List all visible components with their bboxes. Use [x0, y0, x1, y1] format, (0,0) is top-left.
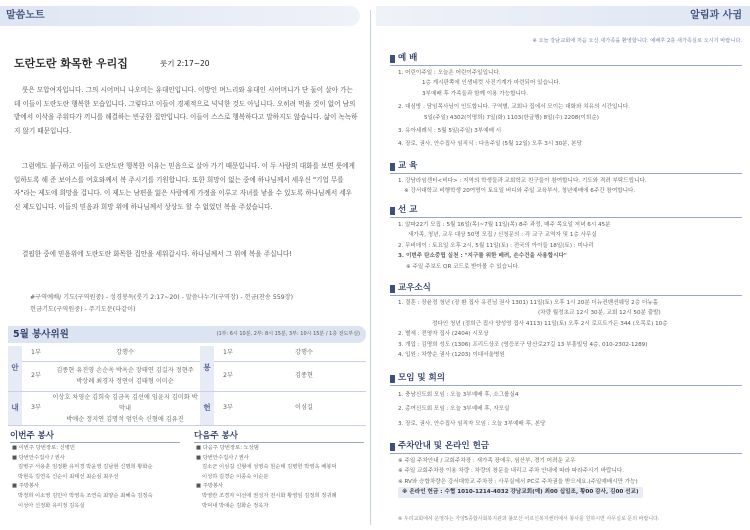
- list-item: 4. 입원 : 차향순 권사 (1203) 이대서울병원: [398, 352, 505, 359]
- duty-part: 2부: [22, 361, 50, 391]
- list-item: ■ 다음주 당번장로: 노상범: [196, 445, 260, 451]
- duty-part: 1부: [214, 346, 242, 361]
- heading-marker-icon: [390, 207, 395, 215]
- list-item: 5일(주일) 4302(이명희) 7일(화) 1103(한금행) 8일(수) 2208(이희순): [424, 114, 599, 121]
- parking-title: 주차안내 및 온라인 헌금: [398, 441, 489, 451]
- duty-col-header: 강행수: [50, 346, 200, 361]
- duty-part: 1부: [22, 346, 50, 361]
- column-divider: [370, 10, 371, 525]
- parking-list: [398, 456, 738, 498]
- footer-note: ※ 우리교회에서 운영하는 가양5종합사회복지관과 불모산 어르신복지센터에서 봉사를 원하시면 사무실로 문의 바랍니다.: [398, 516, 660, 522]
- worship-title: 예 배: [398, 53, 418, 63]
- meetings-heading: [390, 372, 742, 386]
- list-item: ※ 주일 주차안내 / 교회주차장 : 새가족 장애우, 임산부, 경기 어려운 교우: [398, 458, 576, 464]
- list-item: 2. 무비데이 : 토요일 오후 2시, 5월 11일(토) : 전국의 아이들 18일(토) : 미나리: [398, 242, 594, 249]
- list-item: 3. 장로, 권사, 안수집사 임직자 모임 : 오늘 3부예배 후, 본당: [398, 420, 546, 427]
- welcome-note: ※ 오늘 강남교회에 처음 오신 새가족을 환영합니다. 예배후 2층 새가족실로 오시기 바랍니다.: [532, 38, 742, 44]
- list-item: 김병구 서용훈 임정환 유미경 박윤영 김남현 신명희 황화순: [18, 464, 153, 471]
- education-list: [398, 176, 738, 197]
- duty-names: [50, 391, 200, 425]
- list-item: 3. 개업 : 김명희 성도 (1306) 프리드상조 (영등포구 당산로27길 13 부흥빌딩 4층, 010-2302-1289): [398, 341, 648, 348]
- list-item: 박덕내 박애순 김화순 정옥자: [202, 502, 269, 509]
- mission-list: [398, 220, 738, 272]
- list-item: 정다인 청년 (정희근 집사 양성영 집사 4113) 11일(토) 오후 2시 로프트가든 344 (오목로) 10층: [432, 320, 668, 327]
- worship-list: [398, 68, 738, 150]
- duty-side-label: 안: [8, 346, 22, 391]
- list-item: 이성아 신정화 유미정 김옥실: [18, 502, 85, 509]
- list-item: 2. 별세 : 전영자 집사 (2404) 시모상: [398, 331, 489, 338]
- duty-part: 3부: [214, 391, 242, 425]
- list-item: ※ 강서대학교 비행학생 20여명이 토요일 버디와 주일 교육부서, 청년예배에 6주간 참여합니다.: [404, 188, 636, 195]
- duty-side-label: 내: [8, 391, 22, 425]
- duty-table: [8, 346, 366, 426]
- sermon-note-header: [0, 6, 360, 26]
- list-item: 이성하 김경순 이종숙 이순분: [202, 473, 269, 480]
- list-item: 2. 대심방 : 담임목사님이 인도합니다. 구역별, 교회나 집에서 모이는 대화와 치유의 시간입니다.: [398, 104, 631, 111]
- duty-col-header: 강행수: [242, 346, 366, 361]
- list-item: ■ 당번안수집사 / 권사: [196, 454, 249, 461]
- sermon-note-title: 말씀노트: [6, 10, 45, 21]
- duty-names-line: 이상호 차영순 김희숙 김금옥 김선애 임윤지 김미화 박막내: [52, 393, 198, 412]
- duty-note: (1부: 6시 10분, 2부: 8시 15분, 3부: 10시 15분 / 1층 전도부실): [216, 331, 360, 337]
- notice-header: [376, 6, 750, 26]
- this-week-list: [12, 444, 184, 511]
- members-news-list: [398, 298, 738, 360]
- duty-names: 김종현: [242, 361, 366, 391]
- online-offering-account: ※ 온라인 헌금 : 수협 1010-1214-4032 강남교회(예) 최00 십일조, 황00 감사, 김00 선교): [398, 487, 643, 497]
- duty-part: 3부: [22, 391, 50, 425]
- heading-marker-icon: [390, 55, 395, 63]
- list-item: ※ 주일 주보도 QR 코드로 받아볼 수 있습니다.: [406, 263, 520, 270]
- meetings-list: [398, 390, 738, 429]
- education-title: 교 육: [398, 161, 418, 171]
- list-item: 1. 알파22기 모집 : 5월 16일(목)~7월 11일(목) 8주 과정, 매주 목요일 저녁 6시 45분: [398, 222, 611, 228]
- next-week-divider: [194, 442, 364, 443]
- list-item: ■ 주방봉사: [196, 483, 224, 490]
- this-week-title: 이번주 봉사: [10, 431, 55, 441]
- list-item: 3부예배 후 가족들과 함께 이용 가능합니다.: [422, 90, 529, 97]
- members-news-heading: [390, 282, 742, 296]
- list-item: ※ RV와 승합차량은 강서대학교 주차장 : 사무실에서 PC로 주차권을 받으세요.(주일예배시만 가능): [398, 478, 638, 485]
- list-item: 1. 충남신도회 모임 : 오늘 3부예배 후, 소그룹실4: [398, 392, 519, 398]
- duty-names-line: 박상례 최경자 정연이 김태형 이미순: [76, 378, 174, 385]
- list-item: 1. 어린이주일 : 오늘은 어린이주일입니다.: [398, 70, 501, 76]
- table-row: [8, 346, 366, 361]
- list-item: 2. 총여신도회 모임 : 오늘 3부예배 후, 자모실: [398, 406, 510, 413]
- heading-marker-icon: [390, 163, 395, 171]
- sermon-paragraph-1: 룻은 모압여자입니다. 그의 시어머니 나오미는 유대인입니다. 이방인 며느리와 유대인 시어머니가 단 둘이 살아 가는데 이들이 도란도란 행복한 모습입니다. 그렇다고 이들이 경제적으로 넉넉한 것도 아닙니다. 오히려 먹을 것이 없어 남의 밭에서 이삭을 주워다가 끼니를 해결하는 빈궁한 집안입니다. 이들이 스스로 행복하다고 말하지도 않습니다. 삶이 녹녹하지 않기 때문입니다.: [14, 86, 358, 136]
- heading-marker-icon: [390, 443, 395, 451]
- meetings-title: 모임 및 회의: [398, 373, 445, 383]
- next-week-list: [196, 444, 366, 511]
- online-offering-row: [398, 487, 738, 497]
- next-week-title: 다음주 봉사: [194, 431, 239, 441]
- duty-title: 5월 봉사위원: [13, 329, 69, 340]
- sermon-paragraph-2: 그럼에도 불구하고 이들이 도란도란 행복한 이유는 믿음으로 살아 가기 때문입니다. 이 두 사람의 대화를 보면 룻에게 일하도록 해 준 보아스를 여호와께서 복 주시기를 기원합니다. 또한 희망이 없는 중에 하나님께서 세우신 "기업 무를 자"라는 제도에 희망을 겁니다. 이 제도는 남편을 잃은 사람에게 가정을 이루고 자녀를 낳을 수 있도록 하나님께서 세우신 제도입니다. 이들의 믿음과 희망 위에 하나님께서 상상도 할 수 없었던 복을 주셨습니다.: [14, 162, 355, 212]
- this-week-divider: [10, 442, 180, 443]
- list-item: 김소군 이심길 신형애 성영숙 원순태 김병헌 박영옥 배봉덕: [202, 464, 337, 471]
- sermon-title: 도란도란 화목한 우리집: [14, 57, 128, 70]
- table-row: [8, 361, 366, 391]
- notice-title: 알림과 사귐: [690, 10, 742, 21]
- list-item: 4. 장로, 권사, 안수집사 임직식 : 다음주일 (5월 12일) 오후 3시 30분, 본당: [398, 141, 582, 148]
- left-column: [0, 0, 368, 530]
- list-item: 3. 유아세례식 : 5월 5일(주일) 3부예배 시: [398, 128, 502, 135]
- heading-marker-icon: [390, 375, 395, 383]
- list-item: ※ 주일 교회주차장 이용 차량 : 차량의 창문을 내리고 주차 안내에 따라 따라주시기 바랍니다.: [398, 468, 624, 475]
- list-item: 박현옥 김연옥 신순이 최태선 최순심 최우선: [18, 473, 119, 480]
- duty-side-label: 봉: [200, 346, 214, 391]
- worship-heading: [390, 52, 742, 66]
- list-item: 새가족, 청년, 교우 대상 50명 모집 / 신청문의 : 각 교구 교역자 및 1층 사무실: [408, 232, 597, 239]
- duty-header: [8, 326, 366, 343]
- duty-part: 2부: [214, 361, 242, 391]
- duty-names: 이심길: [242, 391, 366, 425]
- list-item: (차량 월정초교 12시 30분, 교회 12시 50분 출발): [538, 310, 661, 317]
- table-row: [8, 391, 366, 425]
- list-item: 1. 결혼 : 장윤정 청년 (장 환 집사 유진님 권사 1301) 11일(토) 오후 1시 20분 더뉴컨벤션웨딩 2층 더뉴홀: [398, 300, 659, 306]
- parking-heading: [390, 440, 742, 454]
- worship-order-line-1: #구역예배/ 기도(구역원중) - 성경봉독(룻기 2:17~20) - 말씀나누기(구역장) - 헌금(찬송 559장): [30, 294, 294, 301]
- heading-marker-icon: [390, 285, 395, 293]
- worship-order-line-2: 헌금기도(구역원중) - 주기도문(다같이): [30, 306, 136, 313]
- education-heading: [390, 160, 742, 174]
- duty-names-line: 박애순 정지연 김명석 엄인숙 신형애 김유진: [66, 415, 184, 423]
- mission-heading: [390, 204, 742, 218]
- list-item: 1층 게시판쪽에 인생네컷 사진기계가 마련되어 있습니다.: [422, 80, 561, 87]
- list-item: ■ 주방봉사: [12, 483, 40, 490]
- list-item: 박정희 이소영 김민아 박영옥 조연숙 최양순 최혜숙 김정숙: [18, 492, 153, 499]
- list-item: 1. 강남라임센터<비다> : 지역의 학생들과 교회학교 친구들이 참여합니다. 기도와 격려 부탁드립니다.: [398, 178, 647, 184]
- duty-names: [50, 361, 200, 391]
- duty-names-line: 김종현 유진영 손순옥 박옥순 장태연 김길자 정현주: [56, 367, 194, 374]
- list-item: 박영란 조경자 이선애 권성자 전시화 황영임 김정희 정귀례: [202, 492, 337, 499]
- sermon-reference: 룻기 2:17~20: [160, 59, 210, 68]
- list-item: ■ 당번안수집사 / 권사: [12, 454, 65, 461]
- list-item: 3. 이번주 탄소중립 실천 : "지구를 위한 배려, 손수건을 사용합시다": [398, 253, 567, 260]
- members-news-title: 교우소식: [398, 283, 431, 293]
- list-item: ■ 이번주 당번장로: 신병민: [12, 445, 76, 451]
- sermon-paragraph-3: 결핍한 중에 믿음위에 도란도란 화목한 집안을 세워갑시다. 하나님께서 그 위에 복을 주십니다!: [22, 250, 292, 258]
- mission-title: 선 교: [398, 205, 418, 215]
- right-column: [376, 0, 750, 530]
- duty-side-label: 헌: [200, 391, 214, 425]
